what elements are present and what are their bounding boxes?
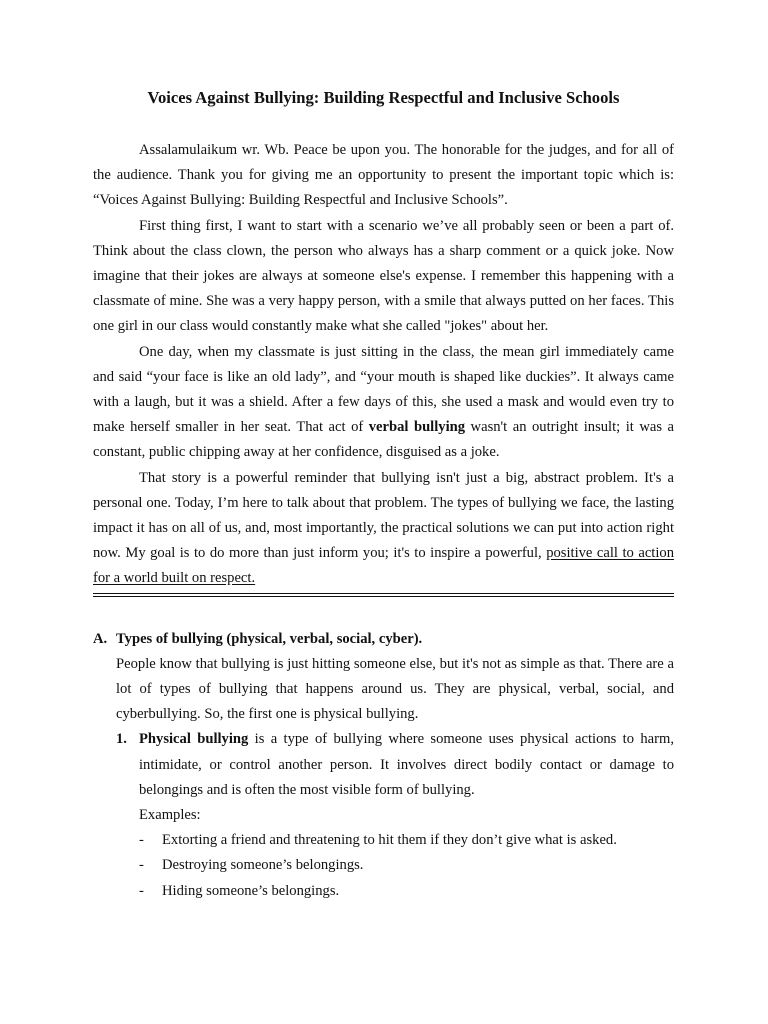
example-text: Extorting a friend and threatening to hit them if they don’t give what is asked.: [162, 832, 617, 849]
paragraph-greeting: Assalamulaikum wr. Wb. Peace be upon you. The honorable for the judges, and for all of the audience. Thank you for giving me an opportunity to present the important topic which is: “Voices Against Bullying: Building Respectful and Inclusive Schools”.: [93, 142, 674, 209]
example-text: Hiding someone’s belongings.: [162, 882, 340, 899]
introduction: [93, 138, 674, 592]
document-title: Voices Against Bullying: Building Respectful and Inclusive Schools: [147, 88, 620, 107]
section-heading: [93, 627, 674, 652]
section-letter: A.: [93, 630, 108, 647]
paragraph-story: [93, 340, 674, 466]
story-text-after: wasn't an outright insult; it was a constant, public chipping away at her confidence, disguised as a joke.: [93, 419, 674, 461]
example-item: [139, 828, 674, 853]
paragraph-purpose: [93, 466, 674, 592]
list-number: 1.: [116, 731, 127, 748]
example-text: Destroying someone’s belongings.: [162, 857, 364, 874]
paragraph-scenario: First thing first, I want to start with a scenario we’ve all probably seen or been a part of. Think about the class clown, the person who always has a sharp comment or a quick joke. Now imagine that their jokes are always at someone else's expense. I remember this happening with a classmate of mine. She was a very happy person, with a smile that always putted on her faces. This one girl in our class would constantly make what she called "jokes" about her.: [93, 217, 674, 335]
example-item: [139, 879, 674, 904]
list-item-physical: [116, 727, 674, 803]
purpose-text: That story is a powerful reminder that bullying isn't just a big, abstract problem. It's a personal one. Today, I’m here to talk about that problem. The types of bullying we face, the lasting impact it has on all of us, and, most importantly, the practical solutions we can put into action right now. My goal is to do more than just inform you; it's to inspire a powerful,: [93, 469, 674, 562]
section-body: [116, 652, 674, 904]
dash-bullet: -: [139, 857, 144, 874]
section-types-of-bullying: [93, 627, 674, 904]
example-item: [139, 853, 674, 878]
double-divider: [93, 593, 674, 597]
verbal-bullying-term: verbal bullying: [368, 419, 466, 436]
document-body: [93, 86, 674, 904]
dash-bullet: -: [139, 832, 144, 849]
dash-bullet: -: [139, 882, 144, 899]
physical-bullying-definition: is a type of bullying where someone uses physical actions to harm, intimidate, or control another person. It involves direct bodily contact or damage to belongings and is often the most visible form of bullying.: [139, 731, 674, 798]
examples-label: Examples:: [139, 807, 201, 824]
section-heading-text: Types of bullying (physical, verbal, social, cyber).: [116, 630, 423, 647]
section-intro: People know that bullying is just hitting someone else, but it's not as simple as that. There are a lot of types of bullying that happens around us. They are physical, verbal, social, and cyberbullying. So, the first one is physical bullying.: [116, 655, 674, 723]
story-text-before: One day, when my classmate is just sitting in the class, the mean girl immediately came and said “your face is like an old lady”, and “your mouth is shaped like duckies”. It always came with a laugh, but it was a shield. After a few days of this, she used a mask and would even try to make herself smaller in her seat. That act of: [93, 343, 674, 436]
list-item-text: [139, 727, 674, 803]
purpose-underlined-text: positive call to action for a world built on respect.: [93, 545, 674, 587]
physical-bullying-term: Physical bullying: [139, 731, 249, 748]
